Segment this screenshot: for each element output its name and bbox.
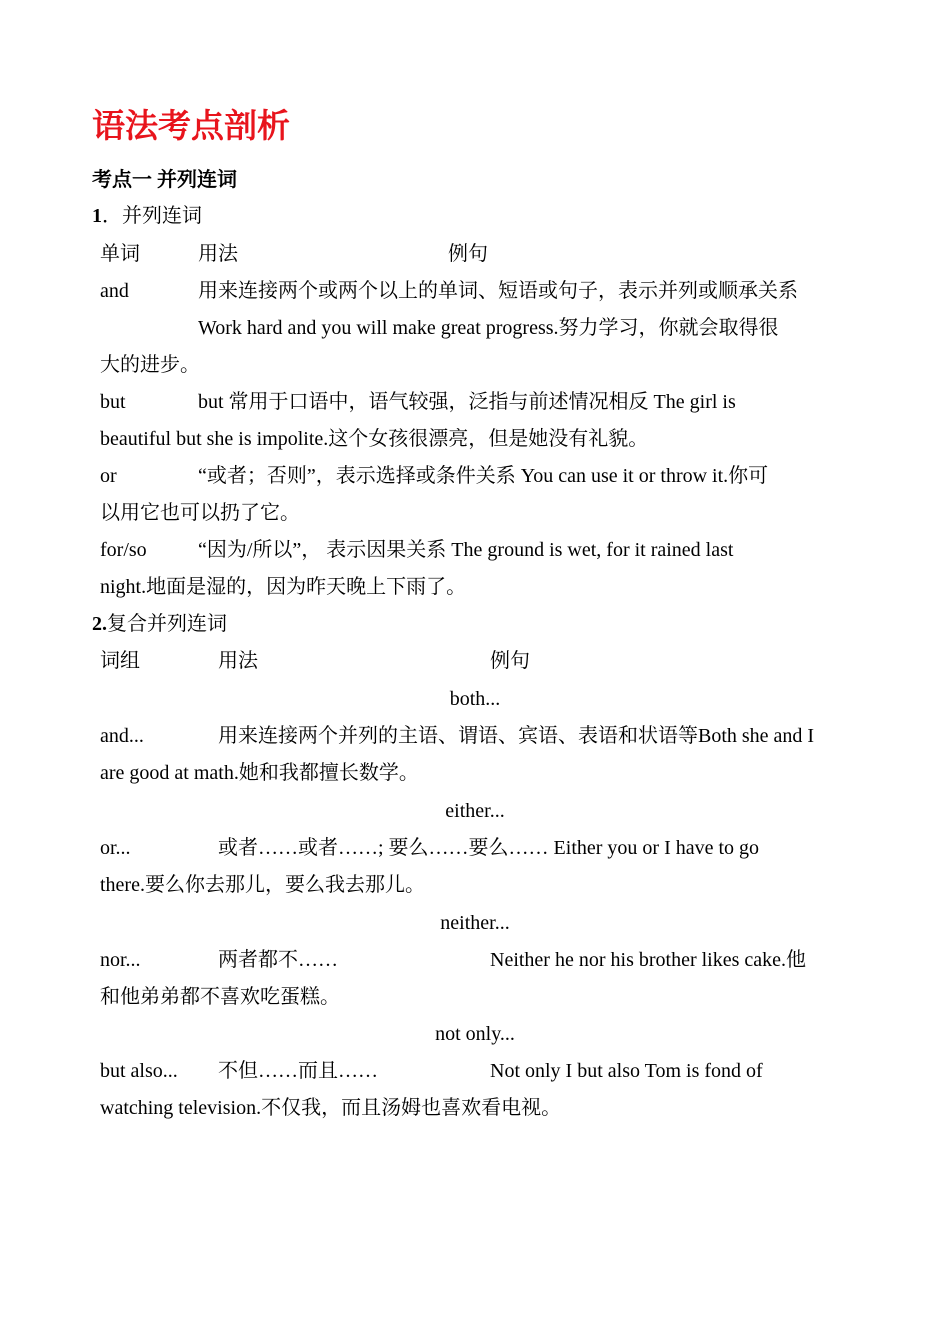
part1-number: 1 — [92, 205, 102, 227]
section-heading: 考点一 并列连词 — [92, 169, 237, 191]
part1-header-usage: 用法 — [198, 243, 238, 265]
row-usage: 两者都不…… — [218, 949, 338, 971]
row-usage: “或者；否则”，表示选择或条件关系 You can use it or throw it.你可 — [198, 465, 769, 487]
part2-number: 2. — [92, 613, 107, 635]
row-word: but — [100, 391, 126, 413]
row-continuation: beautiful but she is impolite.这个女孩很漂亮，但是她没有礼貌。 — [100, 428, 649, 450]
page-title: 语法考点剖析 — [92, 106, 290, 145]
part1-header-example: 例句 — [448, 243, 488, 265]
row-word: nor... — [100, 949, 141, 971]
row-continuation: there.要么你去那儿，要么我去那儿。 — [100, 874, 425, 896]
row-usage: “因为/所以”， 表示因果关系 The ground is wet, for it rained last — [198, 539, 734, 561]
row-example: Work hard and you will make great progress.努力学习，你就会取得很 — [198, 317, 779, 339]
phrase-first-part: either... — [445, 800, 505, 822]
part1-heading — [92, 202, 202, 230]
phrase-first-part: both... — [449, 688, 501, 710]
row-example: Neither he nor his brother likes cake.他 — [490, 949, 807, 971]
part2-header-example: 例句 — [490, 650, 530, 672]
phrase-first-part: neither... — [440, 912, 510, 934]
row-usage: 用来连接两个或两个以上的单词、短语或句子，表示并列或顺承关系 — [198, 280, 798, 302]
row-continuation: are good at math.她和我都擅长数学。 — [100, 762, 419, 784]
part1-separator: ． — [102, 205, 122, 227]
row-continuation: 以用它也可以扔了它。 — [100, 502, 300, 524]
row-usage: 不但……而且…… — [218, 1060, 378, 1082]
part2-header-usage: 用法 — [218, 650, 258, 672]
part2-title: 复合并列连词 — [107, 613, 227, 635]
part1-header-word: 单词 — [100, 243, 140, 265]
row-word: and... — [100, 725, 144, 747]
row-continuation: 和他弟弟都不喜欢吃蛋糕。 — [100, 986, 340, 1008]
row-continuation: watching television.不仅我，而且汤姆也喜欢看电视。 — [100, 1097, 562, 1119]
row-usage: 用来连接两个并列的主语、谓语、宾语、表语和状语等Both she and I — [218, 725, 815, 747]
part2-header-word: 词组 — [100, 650, 140, 672]
part2-heading — [92, 610, 227, 638]
row-word: for/so — [100, 539, 147, 561]
row-word: and — [100, 280, 129, 302]
part1-title: 并列连词 — [122, 205, 202, 227]
row-usage: 或者……或者……; 要么……要么…… Either you or I have to go — [218, 837, 760, 859]
row-continuation: 大的进步。 — [100, 354, 200, 376]
row-word: or... — [100, 837, 131, 859]
row-usage: but 常用于口语中，语气较强，泛指与前述情况相反 The girl is — [198, 391, 736, 413]
phrase-first-part: not only... — [435, 1023, 515, 1045]
row-continuation: night.地面是湿的，因为昨天晚上下雨了。 — [100, 576, 467, 598]
row-example: Not only I but also Tom is fond of — [490, 1060, 763, 1082]
row-word: but also... — [100, 1060, 178, 1082]
row-word: or — [100, 465, 117, 487]
